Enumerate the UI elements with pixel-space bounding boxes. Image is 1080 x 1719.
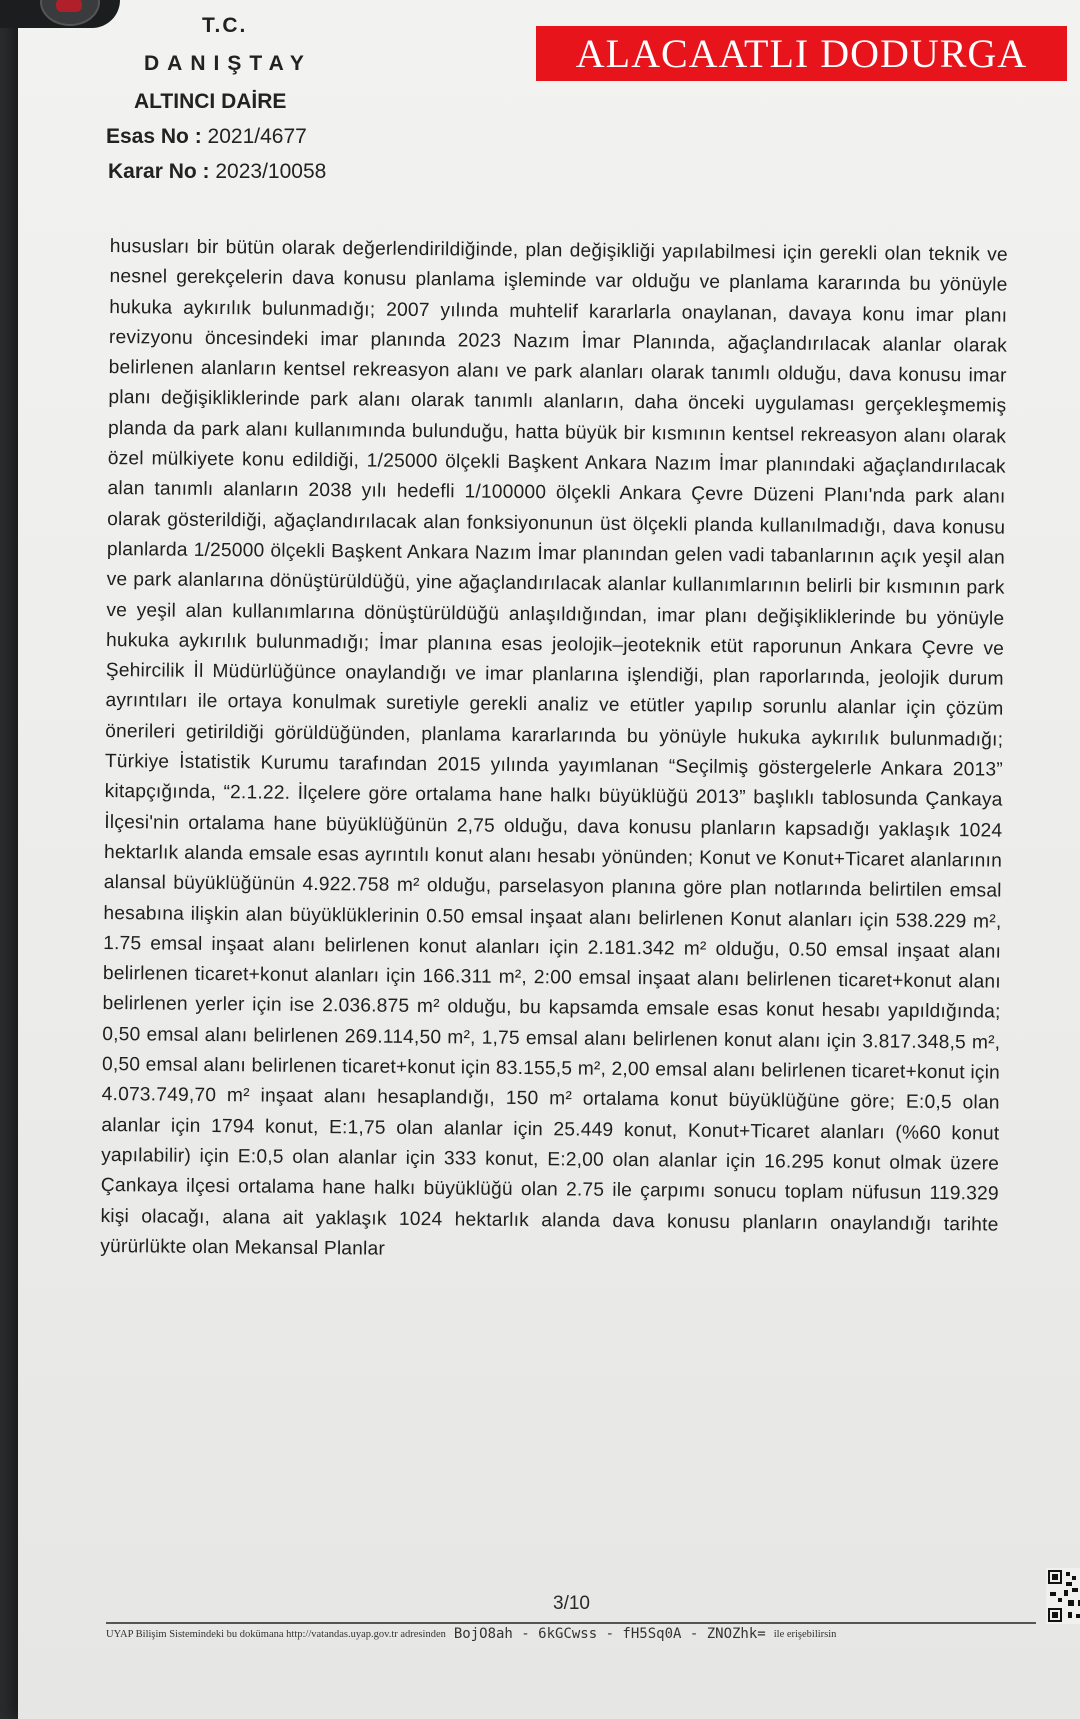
footer-suffix: ile erişebilirsin: [773, 1628, 837, 1640]
document-body: [100, 232, 1008, 1271]
watermark-badge: ALACAATLI DODURGA: [536, 26, 1067, 81]
qr-code-icon: [1046, 1568, 1080, 1624]
karar-number: [108, 160, 326, 184]
court-name: DANIŞTAY: [144, 52, 312, 75]
footer-text: UYAP Bilişim Sistemindeki bu dokümana http://vatandas.uyap.gov.tr adresinden: [106, 1628, 446, 1640]
footer-divider: [106, 1622, 1036, 1624]
verification-code: BojO8ah - 6kGCwss - fH5Sq0A - ZNOZhk=: [453, 1626, 766, 1642]
esas-number: [106, 125, 307, 149]
karar-label: Karar No :: [108, 160, 210, 183]
page-number: 3/10: [553, 1593, 590, 1614]
republic-label: T.C.: [202, 14, 248, 37]
department-name: ALTINCI DAİRE: [134, 90, 287, 113]
karar-value: 2023/10058: [215, 160, 327, 183]
document-page: [18, 0, 1080, 1719]
esas-label: Esas No :: [106, 125, 202, 148]
body-paragraph: hususları bir bütün olarak değerlendirildiğinde, plan değişikliği yapılabilmesi için gerekli olan teknik ve nesnel gerekçelerin dava konusu planlama işleminde var olduğu ve planlama kararında bu yönüyle hukuka aykırılık bulunmadığı; 2007 yılında muhtelif kararlarla onaylanan, davaya konu imar planı revizyonu öncesindeki imar planında 2023 Nazım İmar Planında, ağaçlandırılacak alanlar olarak belirlenen alanların kentsel rekreasyon alanı ve park alanları olarak tanımlı olduğu, dava konusu imar planı değişikliklerinde park alanı olarak tanımlı alanların, daha önceki uygulaması gerçekleşmemiş planda da park alanı kullanımında bulunduğu, hatta büyük bir kısmının kentsel rekreasyon alanı olarak özel mülkiyete konu edildiği, 1/25000 ölçekli Başkent Ankara Nazım İmar planındaki ağaçlandırılacak alan tanımlı alanların 2038 yılı hedefli 1/100000 ölçekli Ankara Çevre Düzeni Planı'nda park alanı olarak gösterildiği, ağaçlandırılacak alan fonksiyonunun üst ölçekli planda kullanılmadığı, dava konusu planlarda 1/25000 ölçekli Başkent Ankara Nazım İmar planından gelen vadi tabanlarının açık yeşil alan ve park alanlarına dönüştürüldüğü, yine ağaçlandırılacak alanlar kullanımlarının belirli bir kısmının park ve yeşil alan kullanımlarına dönüştürüldüğü anlaşıldığından, imar planı değişikliklerinde bu yönüyle hukuka aykırılık bulunmadığı; İmar planına esas jeolojik–jeoteknik etüt raporunun Ankara Çevre ve Şehircilik İl Müdürlüğünce onaylandığı ve imar planlarına işlendiği, plan raporlarında, jeolojik durum ayrıntıları ile ortaya konulmak suretiyle gerekli analiz ve etütler yapılıp sorunlu alanlar için çözüm önerileri getirildiği görüldüğünden, planlama kararlarında bu yönüyle hukuka aykırılık bulunmadığı; Türkiye İstatistik Kurumu tarafından 2015 yılında yayımlanan “Seçilmiş göstergelerle Ankara 2013” kitapçığında, “2.1.22. İlçelere göre ortalama hane halkı büyüklüğü 2013” başlıklı tablosunda Çankaya İlçesi'nin ortalama hane büyüklüğünün 2,75 olduğu, dava konusu planların kapsadığı yaklaşık 1024 hektarlık alanda emsale esas ayrıntılı konut alanı hesabı yönünden; Konut ve Konut+Ticaret alanlarının alansal büyüklüğünün 4.922.758 m² olduğu, parselasyon planına göre plan notlarında belirtilen emsal hesabına ilişkin alan büyüklüklerinin 0.50 emsal inşaat alanı belirlenen Konut alanları için 538.229 m², 1.75 emsal inşaat alanı belirlenen konut alanları için 2.181.342 m² olduğu, 0.50 emsal inşaat alanı belirlenen ticaret+konut alanları için 166.311 m², 2:00 emsal inşaat alanı belirlenen ticaret+konut alanı belirlenen yerler için ise 2.036.875 m² olduğu, bu kapsamda emsale esas konut hesabı yapıldığında; 0,50 emsal alanı belirlenen 269.114,50 m², 1,75 emsal alanı belirlenen konut alanı için 3.817.348,5 m², 0,50 emsal alanı belirlenen ticaret+konut için 83.155,5 m², 2,00 emsal alanı belirlenen ticaret+konut için 4.073.749,70 m² inşaat alanı hesaplandığı, 150 m² ortalama konut büyüklüğüne göre; E:0,5 olan alanlar için 1794 konut, E:1,75 olan alanlar için 25.449 konut, Konut+Ticaret alanları (%60 konut yapılabilir) için E:0,5 olan alanlar için 333 konut, E:2,00 olan alanlar için 16.295 konut olmak üzere Çankaya ilçesi ortalama hane halkı büyüklüğü olan 2.75 ile çarpımı sonucu toplam nüfusun 119.329 kişi olacağı, alana ait yaklaşık 1024 hektarlık alanda dava konusu planların onaylandığı tarihte yürürlükte olan Mekansal Planlar: [100, 235, 1008, 1260]
footer: [106, 1626, 1036, 1642]
esas-value: 2021/4677: [207, 125, 307, 148]
